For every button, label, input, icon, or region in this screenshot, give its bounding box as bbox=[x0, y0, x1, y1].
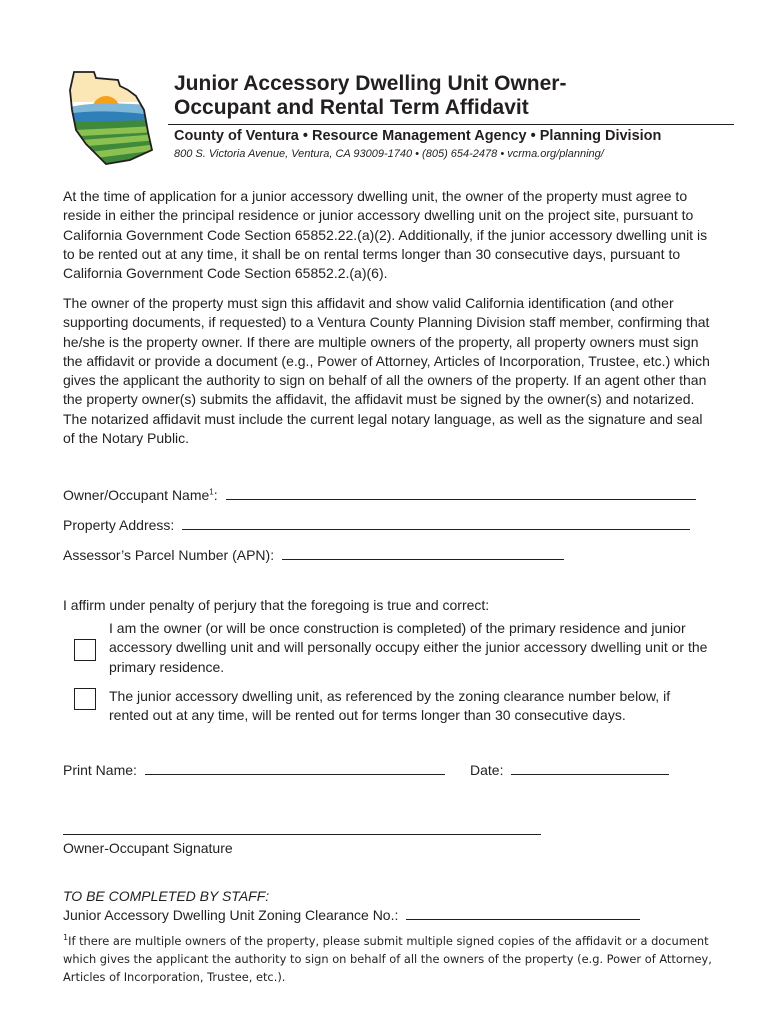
signature-label: Owner-Occupant Signature bbox=[63, 840, 233, 856]
owner-occupancy-checkbox[interactable] bbox=[74, 639, 96, 661]
requirements-paragraph: The owner of the property must sign this affidavit and show valid California identification (and other supporting documents, if requested) to a Ventura County Planning Division staff member, confirming that he/she is the property owner. If there are multiple owners of the property, all property owners must sign the affidavit or provide a document (e.g., Power of Attorney, Articles of Incorporation, Trustee, etc.) which gives the applicant the authority to sign on behalf of all the owners of the property. If an agent other than the property owner(s) submits the affidavit, the affidavit must be signed by the owner(s) and notarized. The notarized affidavit must include the current legal notary language, as well as the signature and seal of the Notary Public. bbox=[63, 295, 710, 447]
owner-name-input-line[interactable] bbox=[226, 487, 696, 500]
title-line-1: Junior Accessory Dwelling Unit Owner- bbox=[174, 72, 567, 95]
rental-term-text: The junior accessory dwelling unit, as referenced by the zoning clearance number below, if rented out at any time, will be rented out for terms longer than 30 consecutive days. bbox=[109, 688, 671, 724]
header-divider bbox=[168, 124, 734, 125]
agency-address: 800 S. Victoria Avenue, Ventura, CA 93009-1740 • (805) 654-2478 • vcrma.org/planning/ bbox=[174, 148, 604, 160]
apn-label: Assessor’s Parcel Number (APN): bbox=[63, 547, 275, 563]
property-address-input-line[interactable] bbox=[182, 517, 690, 530]
signature-line[interactable] bbox=[63, 834, 541, 835]
zoning-clearance-field bbox=[63, 907, 640, 923]
footnote bbox=[63, 932, 723, 986]
zoning-clearance-label: Junior Accessory Dwelling Unit Zoning Clearance No.: bbox=[63, 907, 399, 923]
property-address-label: Property Address: bbox=[63, 517, 175, 533]
zoning-clearance-input-line[interactable] bbox=[406, 907, 640, 920]
county-logo-icon bbox=[66, 70, 158, 166]
print-name-field bbox=[63, 762, 445, 778]
owner-name-field bbox=[63, 487, 696, 503]
owner-occupancy-text: I am the owner (or will be once construction is completed) of the primary residence and junior accessory dwelling unit and will personally occupy either the junior accessory dwelling unit or the primary residence. bbox=[109, 620, 708, 675]
apn-input-line[interactable] bbox=[282, 547, 564, 560]
title-line-2: Occupant and Rental Term Affidavit bbox=[174, 96, 529, 119]
footnote-mark: 1 bbox=[63, 933, 69, 943]
staff-heading: TO BE COMPLETED BY STAFF: bbox=[63, 888, 270, 904]
rental-term-checkbox[interactable] bbox=[74, 688, 96, 710]
print-name-label: Print Name: bbox=[63, 762, 137, 778]
owner-footnote-mark: 1 bbox=[209, 487, 214, 497]
date-field bbox=[470, 762, 669, 778]
date-input-line[interactable] bbox=[511, 762, 669, 775]
print-name-input-line[interactable] bbox=[145, 762, 445, 775]
page-title bbox=[174, 72, 566, 120]
intro-paragraph: At the time of application for a junior accessory dwelling unit, the owner of the property must agree to reside in either the principal residence or junior accessory dwelling unit on the project site, pursuant to California Government Code Section 65852.22.(a)(2). Additionally, if the junior accessory dwelling unit is to be rented out at any time, it shall be on rental terms longer than 30 consecutive days, pursuant to California Government Code Section 65852.2.(a)(6). bbox=[63, 188, 708, 282]
agency-name: County of Ventura • Resource Management Agency • Planning Division bbox=[174, 128, 662, 144]
property-address-field bbox=[63, 517, 690, 533]
affirm-statement: I affirm under penalty of perjury that the foregoing is true and correct: bbox=[63, 597, 490, 613]
apn-field bbox=[63, 547, 564, 563]
date-label: Date: bbox=[470, 762, 504, 778]
owner-name-label: Owner/Occupant Name bbox=[63, 487, 210, 503]
owner-name-colon: : bbox=[213, 487, 218, 503]
footnote-text: If there are multiple owners of the property, please submit multiple signed copies of the affidavit or a document which gives the applicant the authority to sign on behalf of all the owners of the property (e.g. Power of Attorney, Articles of Incorporation, Trustee, etc.). bbox=[63, 934, 712, 984]
